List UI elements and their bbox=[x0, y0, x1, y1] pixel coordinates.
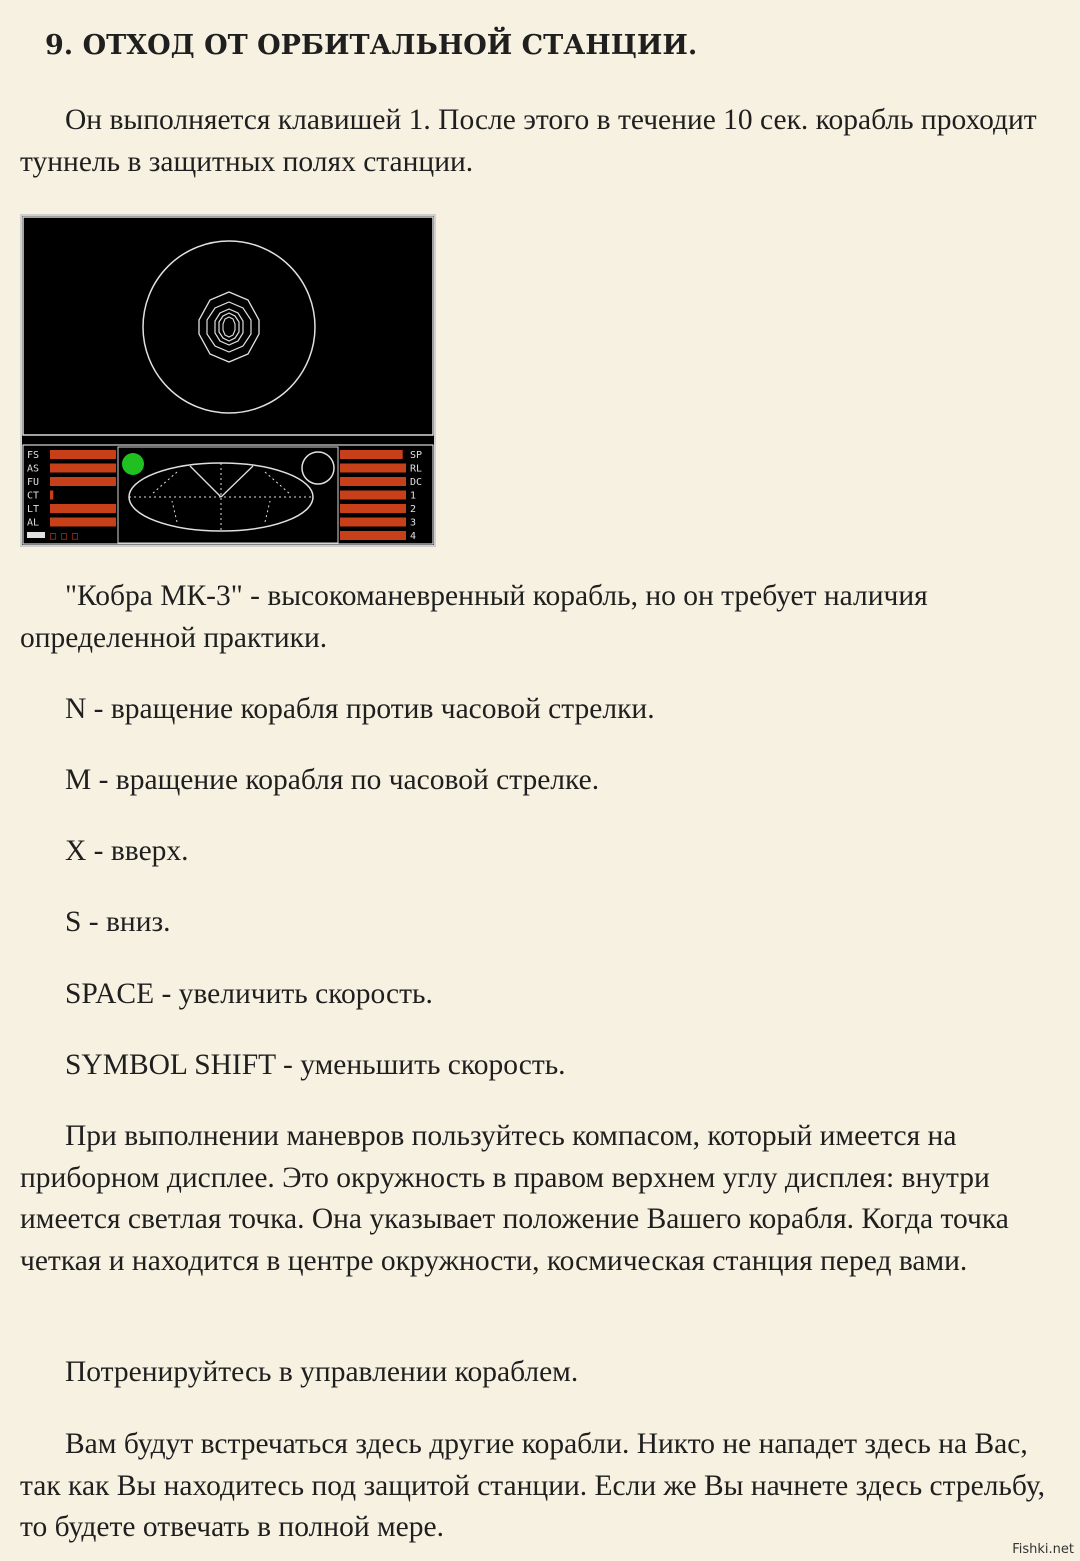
gauge-bar-rl bbox=[340, 464, 406, 473]
control-n: N - вращение корабля против часовой стрелки. bbox=[65, 693, 655, 725]
gauge-label-2: 2 bbox=[410, 504, 417, 515]
gauge-bar-1 bbox=[340, 491, 406, 500]
gauge-label-dc: DC bbox=[410, 477, 423, 488]
gauge-bar-dc bbox=[340, 477, 406, 486]
gauge-label-as: AS bbox=[27, 463, 40, 475]
missile-slot: □ bbox=[61, 531, 68, 542]
gauge-label-al: AL bbox=[27, 517, 40, 529]
gauge-label-1: 1 bbox=[410, 490, 417, 502]
gauge-bar-lt bbox=[50, 504, 116, 513]
elite-screen-svg bbox=[22, 216, 434, 545]
gauge-bar-ct bbox=[50, 491, 53, 500]
gauge-label-rl: RL bbox=[410, 463, 423, 475]
control-space: SPACE - увеличить скорость. bbox=[65, 978, 433, 1010]
space-view bbox=[22, 216, 434, 436]
missile-icon bbox=[27, 532, 45, 538]
gauge-bar-fu bbox=[50, 477, 116, 486]
gauge-bar-2 bbox=[340, 504, 406, 513]
control-x: X - вверх. bbox=[65, 835, 189, 867]
gauge-label-fs: FS bbox=[27, 450, 40, 461]
paragraph-compass: При выполнении маневров пользуйтесь компасом, который имеется на приборном дисплее. Это окружность в правом верхнем углу дисплея: внутри имеется светлая точка. Она указывает положение Вашего корабля. Когда точка четкая и находится в центре окружности, космическая станция перед вами. bbox=[20, 1120, 1009, 1277]
gauge-bar-sp bbox=[340, 450, 403, 459]
section-heading: 9. ОТХОД ОТ ОРБИТАЛЬНОЙ СТАНЦИИ. bbox=[45, 30, 698, 61]
gauge-bar-fs bbox=[50, 450, 116, 459]
gauge-label-sp: SP bbox=[410, 450, 423, 461]
gauge-bar-4 bbox=[340, 531, 406, 540]
gauge-label-fu: FU bbox=[27, 477, 40, 488]
paragraph-practice: Потренируйтесь в управлении кораблем. bbox=[65, 1356, 579, 1388]
paragraph-undock: Он выполняется клавишей 1. После этого в течение 10 сек. корабль проходит туннель в защитных полях станции. bbox=[20, 104, 1037, 178]
gauge-label-3: 3 bbox=[410, 517, 417, 529]
paragraph-cobra: "Кобра МК-3" - высокоманевренный корабль, но он требует наличия определенной практики. bbox=[20, 580, 928, 654]
missile-slot: □ bbox=[72, 531, 79, 542]
gauge-label-4: 4 bbox=[410, 531, 417, 542]
control-symbol-shift: SYMBOL SHIFT - уменьшить скорость. bbox=[65, 1049, 566, 1081]
missile-slot: □ bbox=[50, 531, 57, 542]
gauge-bar-al bbox=[50, 518, 116, 527]
gauge-label-ct: CT bbox=[27, 490, 40, 502]
control-s: S - вниз. bbox=[65, 906, 171, 938]
control-m: M - вращение корабля по часовой стрелке. bbox=[65, 764, 600, 796]
paragraph-other-ships: Вам будут встречаться здесь другие корабли. Никто не нападет здесь на Вас, так как Вы находитесь под защитой станции. Если же Вы начнете здесь стрельбу, то будете отвечать в полной мере. bbox=[20, 1428, 1045, 1543]
compass-green-dot bbox=[122, 453, 144, 475]
watermark: Fishki.net bbox=[1012, 1542, 1074, 1557]
gauge-bar-3 bbox=[340, 518, 406, 527]
gauge-label-lt: LT bbox=[27, 504, 40, 515]
gauge-bar-as bbox=[50, 464, 116, 473]
game-screenshot bbox=[20, 214, 436, 547]
